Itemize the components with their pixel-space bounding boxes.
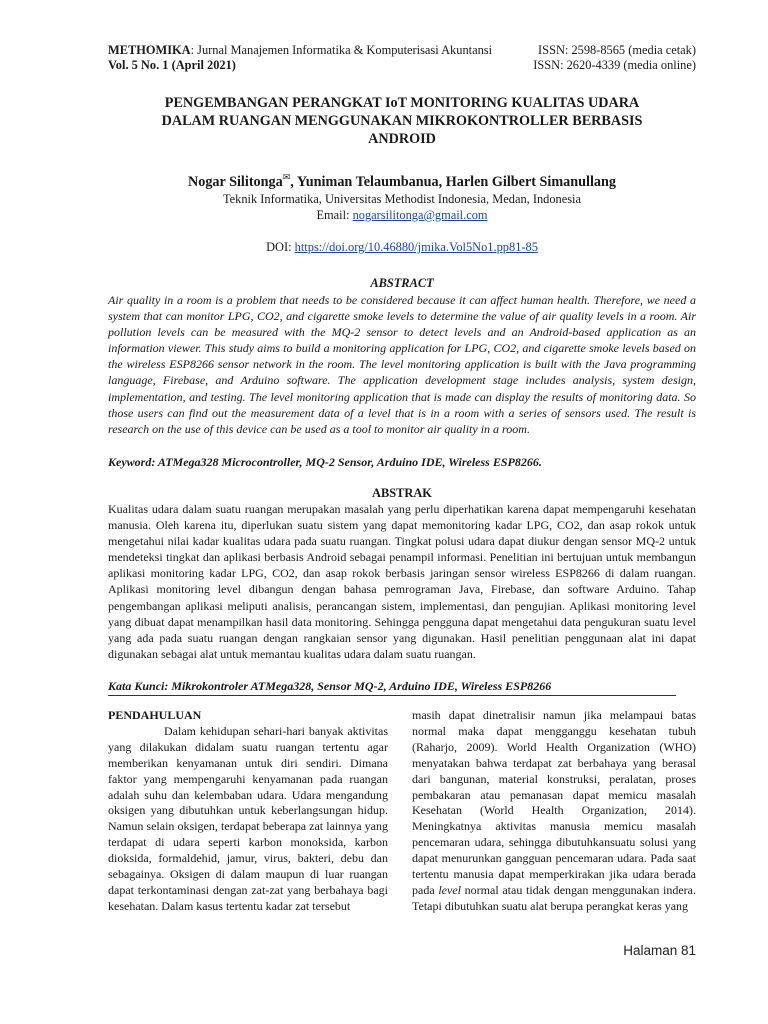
email-line <box>108 208 696 223</box>
abstract-heading: ABSTRACT <box>370 276 434 290</box>
title-line: DALAM RUANGAN MENGGUNAKAN MIKROKONTROLLER BERBASIS <box>161 113 643 129</box>
running-header <box>108 43 696 73</box>
issn-online: ISSN: 2620-4339 (media online) <box>533 58 696 72</box>
email-link[interactable]: nogarsilitonga@gmail.com <box>352 208 488 222</box>
header-row-2 <box>108 58 696 73</box>
email-label: Email: <box>316 208 353 222</box>
keywords-indonesian: Kata Kunci: Mikrokontroler ATMega328, Sensor MQ-2, Arduino IDE, Wireless ESP8266 <box>108 679 552 693</box>
issn-print: ISSN: 2598-8565 (media cetak) <box>538 43 696 57</box>
page-number: Halaman 81 <box>623 943 696 958</box>
intro-paragraph-continued <box>412 708 696 915</box>
doi-line <box>108 240 696 255</box>
title-line: ANDROID <box>368 131 436 147</box>
title-line: PENGEMBANGAN PERANGKAT IoT MONITORING KUALITAS UDARA <box>164 95 640 111</box>
journal-name: METHOMIKA <box>108 43 191 57</box>
intro-paragraph: Dalam kehidupan sehari-hari banyak aktivitas yang dilakukan didalam suatu ruangan tertentu agar memberikan kenyamanan untuk diri sendiri. Dimana faktor yang mempengaruhi kenyamanan pada ruangan adalah suhu dan kelembaban udara. Udara mengandung oksigen yang dibutuhkan untuk keberlangsungan hidup. Namun selain oksigen, terdapat beberapa zat lainnya yang terdapat di udara seperti karbon monoksida, karbon dioksida, formaldehid, jamur, virus, bakteri, debu dan sebagainya. Oksigen di dalam maupun di luar ruangan dapat terkontaminasi dengan zat-zat yang berbahaya bagi kesehatan. Dalam kasus tertentu kadar zat tersebut <box>108 723 388 913</box>
corresponding-author: Nogar Silitonga <box>187 174 283 190</box>
article-title <box>108 94 696 148</box>
volume-issue: Vol. 5 No. 1 (April 2021) <box>108 58 236 72</box>
body-text: normal atau tidak dengan menggunakan indera. Tetapi dibutuhkan suatu alat berupa perangkat keras yang <box>412 882 697 913</box>
affiliation: Teknik Informatika, Universitas Methodist Indonesia, Medan, Indonesia <box>222 192 582 206</box>
body-text: masih dapat dinetralisir namun jika melampaui batas normal maka dapat mengganggu kesehatan tubuh (Raharjo, 2009). World Health Organization (WHO) menyatakan bahwa terdapat zat berbahaya yang berasal dari bangunan, material konstruksi, peralatan, proses pembakaran atau pemanasan dapat memicu masalah Kesehatan (World Health Organization, 2014). Meningkatnya aktivitas manusia memicu masalah pencemaran udara, sehingga dibutuhkansuatu solusi yang dapat menurunkan gangguan pencemaran udara. Pada saat tertentu manusia dapat memperkirakan jika udara berada pada <box>412 708 696 897</box>
italic-term: level <box>438 882 461 897</box>
abstrak-heading: ABSTRAK <box>372 486 432 500</box>
section-divider <box>108 695 676 696</box>
journal-title <box>108 43 492 58</box>
doi-label: DOI: <box>266 240 295 254</box>
abstract-text: Air quality in a room is a problem that needs to be considered because it can affect human health. Therefore, we need a system that can monitor LPG, CO2, and cigarette smoke levels to determine the value of air quality levels in a room. Air pollution levels can be measured with the MQ-2 sensor to detect levels and an Android-based application as an information viewer. This study aims to build a monitoring application for LPG, CO2, and cigarette smoke levels based on the wireless ESP8266 sensor network in the room. The level monitoring application is built with the Java programming language, Firebase, and Arduino software. The application development stage includes analysis, system design, implementation, and testing. The level monitoring application that is made can display the results of monitoring data. So those users can find out the measurement data of a level that is in a room with a series of sensors used. The result is research on the use of this device can be used as a tool to monitor air quality in a room. <box>108 293 696 436</box>
header-row-1 <box>108 43 696 58</box>
keywords-english: Keyword: ATMega328 Microcontroller, MQ-2 Sensor, Arduino IDE, Wireless ESP8266. <box>108 455 542 469</box>
section-heading: PENDAHULUAN <box>108 708 202 722</box>
co-authors: , Yuniman Telaumbanua, Harlen Gilbert Simanullang <box>290 174 617 190</box>
author-list <box>108 172 696 191</box>
body-column-right <box>412 708 696 915</box>
envelope-icon: ✉ <box>282 172 291 182</box>
journal-description: : Jurnal Manajemen Informatika & Komputerisasi Akuntansi <box>190 43 493 57</box>
doi-link[interactable]: https://doi.org/10.46880/jmika.Vol5No1.pp81-85 <box>294 240 538 254</box>
abstrak-text: Kualitas udara dalam suatu ruangan merupakan masalah yang perlu diperhatikan karena dapat mempengaruhi kesehatan manusia. Oleh karena itu, diperlukan suatu sistem yang dapat memonitoring kadar LPG, CO2, dan asap rokok untuk mengetahui nilai kadar kualitas udara pada suatu ruangan. Tingkat polusi udara dapat diukur dengan sensor MQ-2 untuk mendeteksi tingkat dan aplikasi berbasis Android sebagai penampil informasi. Penelitian ini bertujuan untuk membangun aplikasi monitoring kadar LPG, CO2, dan asap rokok berbasis jaringan sensor wireless ESP8266 di dalam ruangan. Aplikasi monitoring level dibangun dengan bahasa pemrograman Java, Firebase, dan software Arduino. Tahap pengembangan aplikasi meliputi analisis, perancangan sistem, implementasi, dan pengujian. Aplikasi monitoring level yang dibuat dapat menampilkan hasil data monitoring. Sehingga pengguna dapat mengetahui data pengukuran suatu level yang ada pada suatu ruangan dengan rangkaian sensor yang digunakan. Hasil penelitian penggunaan alat ini dapat digunakan sebagai alat untuk memantau kualitas udara dalam suatu ruangan. <box>108 502 696 661</box>
body-column-left <box>108 708 388 915</box>
